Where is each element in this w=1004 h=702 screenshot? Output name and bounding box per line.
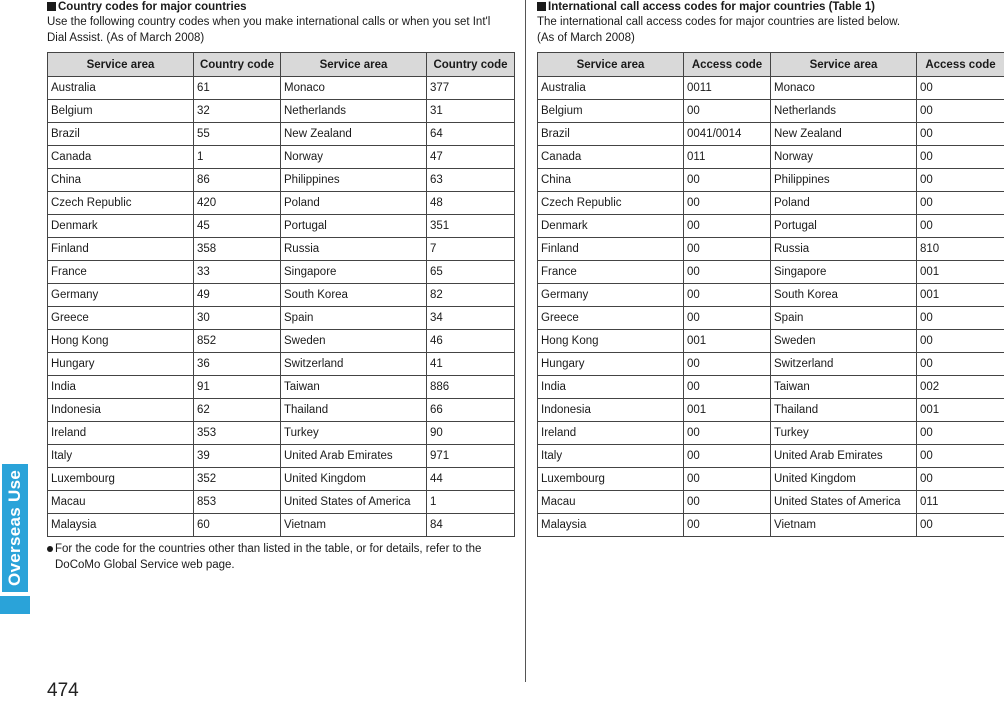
description-line: Dial Assist. (As of March 2008) [47,30,514,46]
table-cell: 55 [194,123,281,146]
table-cell: United States of America [771,491,917,514]
table-cell: Taiwan [281,376,427,399]
table-cell: Macau [538,491,684,514]
table-cell: 00 [684,468,771,491]
table-cell: France [48,261,194,284]
table-cell: United States of America [281,491,427,514]
table-cell: 00 [917,215,1004,238]
table-cell: 00 [684,491,771,514]
table-cell: 00 [917,353,1004,376]
table-cell: 48 [427,192,515,215]
table-row [538,376,1004,399]
table-cell: 00 [917,169,1004,192]
table-row [48,353,515,376]
heading-text: Country codes for major countries [58,1,247,13]
table-cell: 00 [684,100,771,123]
table-cell: 00 [684,376,771,399]
table-cell: 00 [917,468,1004,491]
table-cell: 00 [917,123,1004,146]
column-divider [525,0,526,682]
table-cell: 47 [427,146,515,169]
table-cell: Italy [538,445,684,468]
table-cell: 001 [917,399,1004,422]
table-cell: 66 [427,399,515,422]
table-row [538,307,1004,330]
table-cell: Canada [538,146,684,169]
table-row [538,353,1004,376]
table-cell: Luxembourg [538,468,684,491]
table-cell: Czech Republic [48,192,194,215]
square-bullet-icon [537,2,546,11]
table-cell: 60 [194,514,281,537]
table-row [538,146,1004,169]
table-cell: 86 [194,169,281,192]
column-header: Service area [48,53,194,77]
table-cell: 62 [194,399,281,422]
access-codes-section [537,0,1004,537]
table-cell: Sweden [771,330,917,353]
side-tab [0,0,30,699]
table-cell: United Arab Emirates [771,445,917,468]
table-row [538,422,1004,445]
table-row [538,238,1004,261]
table-row [48,330,515,353]
bullet-icon [47,546,53,552]
description-line: The international call access codes for major countries are listed below. [537,14,1004,30]
table-row [48,238,515,261]
table-cell: 32 [194,100,281,123]
table-cell: 00 [917,192,1004,215]
column-header: Service area [771,53,917,77]
table-cell: 852 [194,330,281,353]
table-cell: 00 [684,307,771,330]
table-row [48,284,515,307]
table-cell: 36 [194,353,281,376]
table-cell: Poland [771,192,917,215]
table-cell: 0011 [684,77,771,100]
footnote-line: For the code for the countries other than listed in the table, or for details, refer to the [55,541,514,557]
table-cell: 001 [684,399,771,422]
table-cell: 00 [917,100,1004,123]
table-row [48,192,515,215]
section-heading [537,0,1004,14]
table-cell: 82 [427,284,515,307]
table-cell: 00 [684,422,771,445]
table-cell: Monaco [281,77,427,100]
table-cell: 00 [684,284,771,307]
table-row [48,215,515,238]
table-cell: 84 [427,514,515,537]
table-cell: Thailand [771,399,917,422]
table-cell: Sweden [281,330,427,353]
table-cell: Norway [771,146,917,169]
table-cell: Australia [48,77,194,100]
column-header: Service area [538,53,684,77]
table-cell: 886 [427,376,515,399]
table-row [48,146,515,169]
table-cell: 31 [427,100,515,123]
table-cell: China [538,169,684,192]
table-cell: Singapore [281,261,427,284]
table-row [538,284,1004,307]
access-codes-table [537,52,1004,537]
table-row [48,123,515,146]
table-cell: France [538,261,684,284]
table-cell: Greece [48,307,194,330]
column-header: Country code [194,53,281,77]
table-row [48,261,515,284]
table-cell: Ireland [538,422,684,445]
table-cell: 63 [427,169,515,192]
description-line: Use the following country codes when you make international calls or when you set Int'l [47,14,514,30]
table-cell: 00 [684,192,771,215]
table-cell: United Arab Emirates [281,445,427,468]
table-cell: Netherlands [281,100,427,123]
table-cell: 00 [684,445,771,468]
table-cell: 00 [684,261,771,284]
table-cell: 001 [684,330,771,353]
table-cell: 30 [194,307,281,330]
table-cell: Thailand [281,399,427,422]
table-row [48,491,515,514]
table-cell: Hungary [48,353,194,376]
table-cell: Canada [48,146,194,169]
table-cell: Brazil [48,123,194,146]
table-cell: New Zealand [771,123,917,146]
table-cell: 00 [684,238,771,261]
table-cell: 001 [917,284,1004,307]
table-row [538,491,1004,514]
table-cell: 00 [684,514,771,537]
table-cell: 00 [917,146,1004,169]
table-body [538,77,1004,537]
table-cell: 34 [427,307,515,330]
footnote [47,541,514,573]
table-cell: Brazil [538,123,684,146]
table-cell: Russia [771,238,917,261]
table-row [538,399,1004,422]
table-row [538,514,1004,537]
table-cell: 00 [917,77,1004,100]
table-cell: Singapore [771,261,917,284]
section-description [47,14,514,46]
table-row [48,307,515,330]
table-row [48,77,515,100]
table-row [48,422,515,445]
table-header-row [538,53,1004,77]
table-cell: 45 [194,215,281,238]
table-cell: 41 [427,353,515,376]
table-cell: 00 [917,307,1004,330]
table-cell: Finland [538,238,684,261]
table-cell: 00 [684,215,771,238]
table-cell: Turkey [281,422,427,445]
table-cell: 44 [427,468,515,491]
table-row [538,215,1004,238]
table-cell: 358 [194,238,281,261]
table-cell: 00 [917,445,1004,468]
table-cell: Hong Kong [538,330,684,353]
table-cell: 971 [427,445,515,468]
table-row [538,100,1004,123]
side-tab-label: Overseas Use [2,464,28,592]
table-cell: Monaco [771,77,917,100]
column-header: Service area [281,53,427,77]
page-number: 474 [47,680,79,702]
table-cell: Portugal [771,215,917,238]
table-cell: 49 [194,284,281,307]
table-cell: Portugal [281,215,427,238]
table-cell: Hong Kong [48,330,194,353]
table-cell: Turkey [771,422,917,445]
table-cell: Macau [48,491,194,514]
table-cell: Greece [538,307,684,330]
column-header: Access code [684,53,771,77]
table-cell: 65 [427,261,515,284]
table-cell: 011 [917,491,1004,514]
table-cell: South Korea [771,284,917,307]
table-row [538,468,1004,491]
table-cell: Vietnam [771,514,917,537]
table-cell: 810 [917,238,1004,261]
table-cell: India [538,376,684,399]
table-cell: Netherlands [771,100,917,123]
description-line: (As of March 2008) [537,30,1004,46]
square-bullet-icon [47,2,56,11]
table-row [48,445,515,468]
table-cell: 420 [194,192,281,215]
table-cell: Germany [48,284,194,307]
table-row [538,261,1004,284]
country-codes-section [47,0,514,573]
table-row [48,514,515,537]
table-cell: South Korea [281,284,427,307]
table-cell: Belgium [538,100,684,123]
table-cell: United Kingdom [771,468,917,491]
table-row [538,123,1004,146]
table-cell: 351 [427,215,515,238]
table-cell: China [48,169,194,192]
table-cell: United Kingdom [281,468,427,491]
footnote-line: DoCoMo Global Service web page. [55,557,514,573]
table-body [48,77,515,537]
table-row [48,169,515,192]
table-cell: 002 [917,376,1004,399]
table-row [48,399,515,422]
table-cell: 00 [684,353,771,376]
table-cell: Philippines [771,169,917,192]
table-cell: Ireland [48,422,194,445]
table-cell: 39 [194,445,281,468]
table-cell: Denmark [538,215,684,238]
section-heading [47,0,514,14]
table-cell: Czech Republic [538,192,684,215]
table-cell: Luxembourg [48,468,194,491]
table-row [48,468,515,491]
table-cell: 011 [684,146,771,169]
table-cell: 377 [427,77,515,100]
table-cell: 46 [427,330,515,353]
table-cell: India [48,376,194,399]
table-cell: 1 [427,491,515,514]
country-codes-table [47,52,515,537]
table-cell: 353 [194,422,281,445]
table-cell: Germany [538,284,684,307]
table-row [538,192,1004,215]
table-cell: Russia [281,238,427,261]
table-cell: New Zealand [281,123,427,146]
table-cell: Norway [281,146,427,169]
table-cell: 853 [194,491,281,514]
table-cell: Philippines [281,169,427,192]
table-cell: 7 [427,238,515,261]
table-row [538,445,1004,468]
table-cell: 00 [917,514,1004,537]
table-cell: 00 [917,330,1004,353]
section-description [537,14,1004,46]
table-cell: 00 [684,169,771,192]
table-row [538,77,1004,100]
table-cell: Malaysia [538,514,684,537]
column-header: Access code [917,53,1004,77]
table-cell: 33 [194,261,281,284]
table-row [48,100,515,123]
table-cell: Switzerland [771,353,917,376]
table-header-row [48,53,515,77]
table-cell: Australia [538,77,684,100]
table-cell: Vietnam [281,514,427,537]
table-cell: Malaysia [48,514,194,537]
table-cell: Indonesia [48,399,194,422]
table-cell: 64 [427,123,515,146]
table-cell: 91 [194,376,281,399]
table-cell: Taiwan [771,376,917,399]
heading-text: International call access codes for major countries (Table 1) [548,1,875,13]
side-tab-bar [0,596,30,614]
table-cell: 0041/0014 [684,123,771,146]
table-cell: Italy [48,445,194,468]
table-cell: 1 [194,146,281,169]
table-cell: Denmark [48,215,194,238]
table-cell: 352 [194,468,281,491]
table-cell: 90 [427,422,515,445]
table-cell: Indonesia [538,399,684,422]
table-row [48,376,515,399]
table-cell: Finland [48,238,194,261]
table-cell: 001 [917,261,1004,284]
column-header: Country code [427,53,515,77]
table-cell: Spain [281,307,427,330]
table-cell: Poland [281,192,427,215]
table-cell: Hungary [538,353,684,376]
table-cell: 00 [917,422,1004,445]
table-cell: Belgium [48,100,194,123]
table-cell: 61 [194,77,281,100]
table-cell: Spain [771,307,917,330]
table-row [538,330,1004,353]
table-row [538,169,1004,192]
table-cell: Switzerland [281,353,427,376]
